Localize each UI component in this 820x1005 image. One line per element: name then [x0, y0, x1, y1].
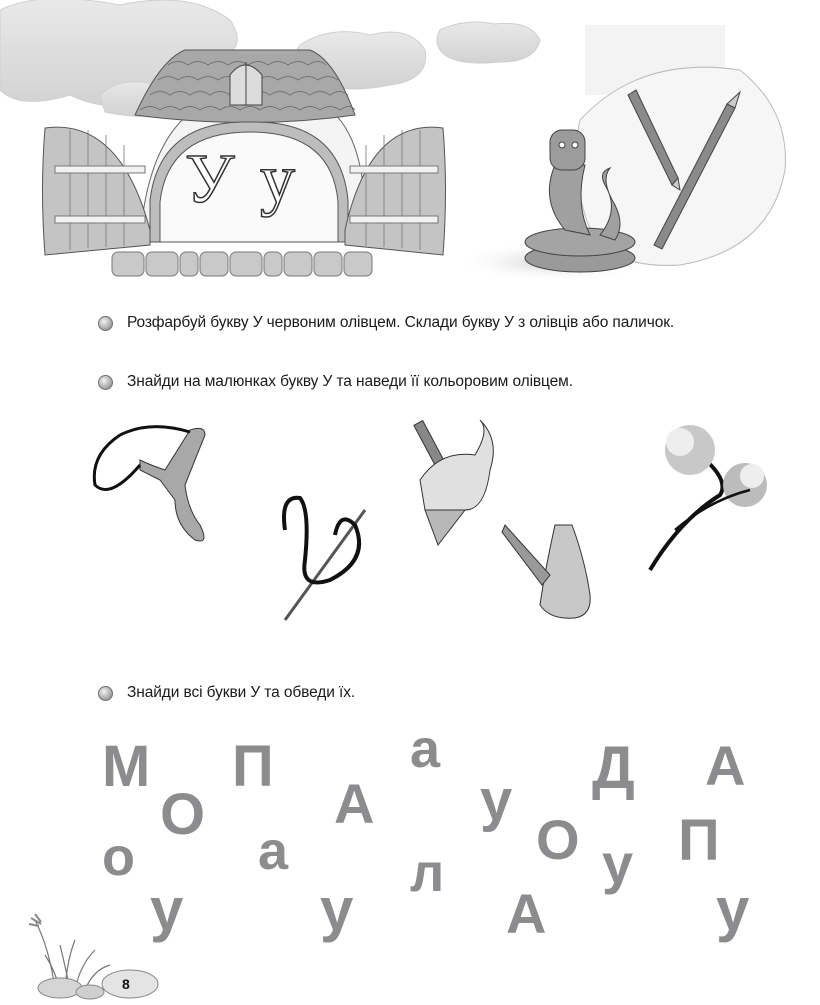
scattered-letter[interactable]: О: [536, 808, 580, 871]
task-2: [98, 373, 573, 391]
pictures-row: [80, 410, 780, 630]
scattered-letter[interactable]: а: [410, 719, 441, 779]
task-3: [98, 684, 355, 702]
bullet-icon: [98, 375, 113, 390]
scattered-letter[interactable]: А: [705, 734, 746, 797]
title-letters: У у: [185, 141, 300, 218]
page-number: 8: [122, 976, 130, 992]
scattered-letter[interactable]: О: [160, 782, 206, 847]
watering-can-picture: [502, 525, 590, 618]
footer-decoration: [25, 910, 165, 1000]
ice-cream-picture: [414, 420, 493, 545]
scattered-letter[interactable]: у: [602, 832, 634, 895]
scattered-letter[interactable]: у: [150, 876, 184, 943]
grass-stones-icon: [25, 910, 165, 1000]
scattered-letter[interactable]: А: [334, 772, 375, 835]
scattered-letter[interactable]: у: [716, 876, 750, 943]
scattered-letter[interactable]: Д: [592, 734, 635, 801]
scattered-letter[interactable]: П: [232, 734, 274, 799]
scattered-letter[interactable]: о: [102, 827, 135, 887]
scattered-letter[interactable]: а: [258, 821, 289, 881]
header-illustration: [0, 0, 820, 290]
task-3-text: Знайди всі букви У та обведи їх.: [127, 684, 356, 701]
task-1-text: Розфарбуй букву У червоним олівцем. Склади букву У з олівців або паличок.: [127, 314, 675, 331]
scattered-letter[interactable]: М: [102, 734, 151, 799]
bullet-icon: [98, 686, 113, 701]
task-2-text: Знайди на малюнках букву У та наведи її кольоровим олівцем.: [127, 373, 573, 390]
bullet-icon: [98, 316, 113, 331]
scattered-letter[interactable]: л: [410, 843, 445, 903]
house-illustration: [0, 0, 820, 290]
slingshot-picture: [94, 427, 205, 541]
task-1: [98, 314, 674, 332]
needle-picture: [284, 498, 365, 620]
tree-branch-picture: [650, 425, 767, 570]
scattered-letter[interactable]: П: [678, 808, 720, 873]
scattered-letter[interactable]: А: [506, 882, 547, 945]
scattered-letter[interactable]: у: [320, 876, 354, 943]
scattered-letter[interactable]: у: [480, 768, 513, 833]
